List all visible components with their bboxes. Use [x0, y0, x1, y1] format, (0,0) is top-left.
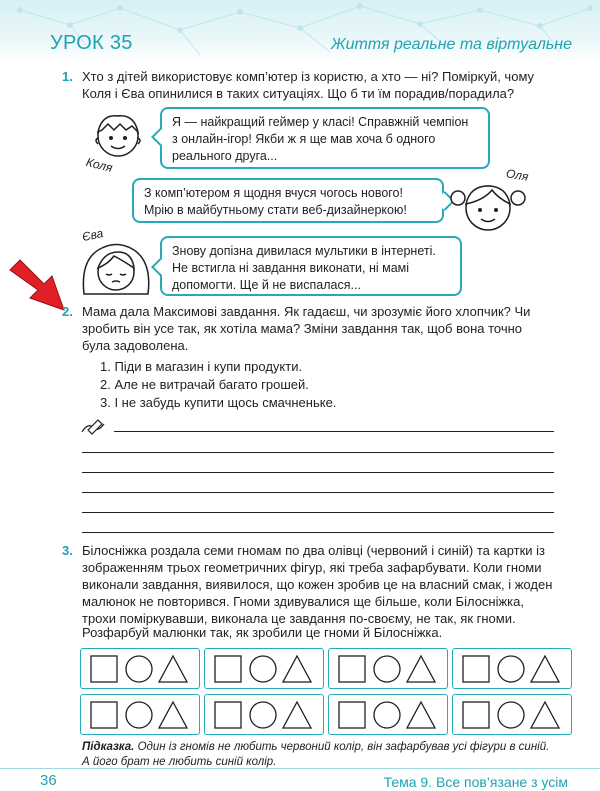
square-shape [463, 656, 489, 682]
olya-speech-bubble [132, 178, 444, 223]
shape-card[interactable] [452, 648, 572, 689]
hint-text [82, 740, 562, 770]
task-2-text [82, 303, 530, 354]
task-3-line: трохи поміркувавши, виконала це завдання по-своєму, не так, як гноми. [82, 611, 516, 626]
page-number: 36 [40, 772, 57, 789]
task-1-line: Хто з дітей використовує комп’ютер із користю, а хто — ні? Поміркуй, чому [82, 69, 535, 84]
task-3-instruction: Розфарбуй малюнки так, як зробили це гноми й Білосніжка. [82, 625, 443, 640]
task-2-line: зробить він усе так, як хотіла мама? Зміни завдання так, щоб вона точно [82, 321, 523, 336]
lesson-subject: Життя реальне та віртуальне [330, 36, 572, 53]
bubble-line: Знову допізна дивилася мультики в інтернеті. [172, 244, 436, 258]
shape-card[interactable] [80, 694, 200, 735]
square-shape [215, 702, 241, 728]
footer-divider [0, 768, 600, 769]
red-arrow-icon [6, 256, 70, 314]
square-shape [463, 702, 489, 728]
task-2-line: Мама дала Максимові завдання. Як гадаєш, чи зрозуміє його хлопчик? Чи [82, 304, 531, 319]
hint-label: Підказка. [82, 741, 135, 753]
shape-card[interactable] [204, 694, 324, 735]
triangle-shape [531, 702, 559, 728]
shape-card[interactable] [328, 694, 448, 735]
circle-shape [374, 702, 400, 728]
task-2-number: 2. [62, 304, 73, 319]
task-3-line: зображенням трьох геометричних фігур, які треба зафарбувати. Коли гноми [82, 560, 542, 575]
shape-card[interactable] [204, 648, 324, 689]
bubble-line: Не встигла ні завдання виконати, ні мамі [172, 261, 410, 275]
yeva-face-icon [78, 238, 154, 296]
bubble-line: Я — найкращий геймер у класі! Справжній чемпіон [172, 115, 469, 129]
triangle-shape [159, 656, 187, 682]
square-shape [91, 656, 117, 682]
square-shape [339, 702, 365, 728]
square-shape [215, 656, 241, 682]
task-1-text [82, 68, 534, 102]
answer-line[interactable] [82, 472, 554, 473]
answer-line[interactable] [82, 512, 554, 513]
task-3-line: малюнок не повторився. Гноми здивувалися ще більше, коли Білосніжка, [82, 594, 524, 609]
square-shape [91, 702, 117, 728]
list-item: 3. І не забудь купити щось смачненьке. [100, 395, 337, 410]
task-1-line: Коля і Єва опинилися в таких ситуаціях. Що б ти їм порадив/порадила? [82, 86, 515, 101]
list-item: 2. Але не витрачай багато грошей. [100, 377, 309, 392]
task-3-line: Білосніжка роздала семи гномам по два олівці (червоний і синій) та картки із [82, 543, 545, 558]
triangle-shape [283, 702, 311, 728]
bubble-line: з онлайн-ігор! Якби ж я ще мав хоча б одного [172, 132, 436, 146]
lesson-title: УРОК 35 [50, 32, 133, 54]
olya-name: Оля [504, 166, 530, 184]
list-item: 1. Піди в магазин і купи продукти. [100, 359, 303, 374]
kolya-name: Коля [84, 154, 114, 176]
circle-shape [126, 656, 152, 682]
bubble-line: Мрію в майбутньому стати веб-дизайнеркою! [144, 203, 407, 217]
yeva-speech-bubble [160, 236, 462, 296]
circle-shape [250, 656, 276, 682]
kolya-face-icon [88, 108, 148, 160]
bubble-line: реального друга... [172, 149, 278, 163]
circle-shape [126, 702, 152, 728]
task-3-number: 3. [62, 543, 73, 558]
bubble-line: допомогти. Ще й не виспалася... [172, 278, 361, 292]
triangle-shape [407, 702, 435, 728]
circle-shape [250, 702, 276, 728]
triangle-shape [531, 656, 559, 682]
circle-shape [498, 702, 524, 728]
shape-card[interactable] [328, 648, 448, 689]
task-3-text [82, 542, 552, 627]
circle-shape [498, 656, 524, 682]
answer-line[interactable] [82, 532, 554, 533]
triangle-shape [407, 656, 435, 682]
kolya-speech-bubble [160, 107, 490, 169]
bubble-line: З комп’ютером я щодня вчуся чогось нового! [144, 186, 403, 200]
task-3-line: виконали завдання, виявилося, що кожен зробив це на власний смак, і жоден [82, 577, 553, 592]
olya-face-icon [448, 176, 528, 236]
pencil-writing-icon [80, 418, 106, 436]
answer-line[interactable] [82, 452, 554, 453]
task-2-line: була задоволена. [82, 338, 189, 353]
hint-body: А його брат не любить синій колір. [82, 756, 277, 768]
triangle-shape [283, 656, 311, 682]
hint-body: Один із гномів не любить червоний колір, він зафарбував усі фігури в синій. [134, 741, 550, 753]
circle-shape [374, 656, 400, 682]
triangle-shape [159, 702, 187, 728]
task-2-list [100, 358, 336, 412]
answer-line[interactable] [82, 492, 554, 493]
square-shape [339, 656, 365, 682]
shape-card[interactable] [80, 648, 200, 689]
footer-topic: Тема 9. Все пов’язане з усім [383, 774, 568, 790]
yeva-name: Єва [80, 225, 105, 245]
shape-card[interactable] [452, 694, 572, 735]
task-1-number: 1. [62, 69, 73, 84]
answer-line[interactable] [114, 431, 554, 432]
